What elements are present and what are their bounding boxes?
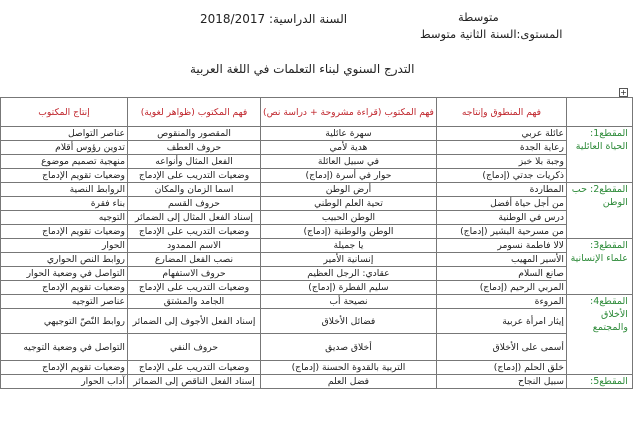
table-cell: روابط النّصّ التوجيهي xyxy=(1,309,128,334)
table-cell: حروف النفي xyxy=(128,334,261,361)
table-cell: تدوين رؤوس أقلام xyxy=(1,141,128,155)
table-cell: المروءة xyxy=(436,295,566,309)
unit-label: المقطع2: حب الوطن xyxy=(566,183,632,239)
table-cell: سهرة عائلية xyxy=(261,127,437,141)
table-cell: إسناد الفعل الناقص إلى الضمائر xyxy=(128,375,261,389)
table-cell: إسناد الفعل الأجوف إلى الضمائر xyxy=(128,309,261,334)
table-cell: روابط النص الحواري xyxy=(1,253,128,267)
table-row xyxy=(1,334,633,361)
table-row xyxy=(1,211,633,225)
table-cell: وضعيات تقويم الإدماج xyxy=(1,361,128,375)
table-row xyxy=(1,253,633,267)
corner-cell xyxy=(566,98,632,127)
table-cell: نصب الفعل المضارع xyxy=(128,253,261,267)
table-row xyxy=(1,281,633,295)
column-header: فهم المكتوب (قراءة مشروحة + دراسة نص) xyxy=(261,98,437,127)
table-cell: في سبيل العائلة xyxy=(261,155,437,169)
table-row xyxy=(1,361,633,375)
table-row xyxy=(1,375,633,389)
class-level: المستوى:السنة الثانية متوسط xyxy=(420,27,563,41)
table-cell: تحية العلم الوطني xyxy=(261,197,437,211)
table-cell: أرض الوطن xyxy=(261,183,437,197)
table-cell: رعاية الجدة xyxy=(436,141,566,155)
table-row xyxy=(1,169,633,183)
table-cell: الوطن الحبيب xyxy=(261,211,437,225)
table-cell: وضعيات التدريب على الإدماج xyxy=(128,169,261,183)
table-cell: خلق الحلم (إدماج) xyxy=(436,361,566,375)
table-cell: حروف العطف xyxy=(128,141,261,155)
unit-label: المقطع3: علماء الإنسانية xyxy=(566,239,632,295)
table-row xyxy=(1,127,633,141)
unit-label: المقطع1: الحياة العائلية xyxy=(566,127,632,183)
table-row xyxy=(1,225,633,239)
table-row xyxy=(1,267,633,281)
table-row xyxy=(1,155,633,169)
table-cell: سبيل النجاح xyxy=(436,375,566,389)
table-cell: بناء فقرة xyxy=(1,197,128,211)
table-cell: الجامد والمشتق xyxy=(128,295,261,309)
table-cell: الفعل المثال وأنواعه xyxy=(128,155,261,169)
table-cell: أسمى على الأخلاق xyxy=(436,334,566,361)
table-cell: الحوار xyxy=(1,239,128,253)
table-cell: وضعيات تقويم الإدماج xyxy=(1,225,128,239)
table-cell: من أجل حياة أفضل xyxy=(436,197,566,211)
table-cell: المربي الرحيم (إدماج) xyxy=(436,281,566,295)
table-row xyxy=(1,295,633,309)
document-title: التدرج السنوي لبناء التعلمات في اللغة العربية xyxy=(190,62,415,76)
table-cell: إيثار امرأة عربية xyxy=(436,309,566,334)
table-cell: درس في الوطنية xyxy=(436,211,566,225)
column-header: فهم المنطوق وإنتاجه xyxy=(436,98,566,127)
table-cell: إسناد الفعل المثال إلى الضمائر xyxy=(128,211,261,225)
table-cell: فضائل الأخلاق xyxy=(261,309,437,334)
table-cell: آداب الحوار xyxy=(1,375,128,389)
table-cell: الوطن والوطنية (إدماج) xyxy=(261,225,437,239)
school-year: السنة الدراسية: 2018/2017 xyxy=(200,12,348,26)
table-cell: حروف الاستفهام xyxy=(128,267,261,281)
column-header: فهم المكتوب (ظواهر لغوية) xyxy=(128,98,261,127)
table-row xyxy=(1,197,633,211)
table-cell: المطاردة xyxy=(436,183,566,197)
table-cell: الأسير المهيب xyxy=(436,253,566,267)
table-cell: الاسم الممدود xyxy=(128,239,261,253)
table-cell: المقصور والمنقوص xyxy=(128,127,261,141)
table-row xyxy=(1,183,633,197)
table-cell: منهجية تصميم موضوع xyxy=(1,155,128,169)
table-cell: التواصل في وضعية التوجيه xyxy=(1,334,128,361)
table-cell: التوجيه xyxy=(1,211,128,225)
table-cell: وضعيات تقويم الإدماج xyxy=(1,281,128,295)
table-cell: الروابط النصية xyxy=(1,183,128,197)
table-cell: فضل العلم xyxy=(261,375,437,389)
table-cell: التربية بالقدوة الحسنة (إدماج) xyxy=(261,361,437,375)
table-cell: نصيحة أب xyxy=(261,295,437,309)
table-cell: وضعيات التدريب على الإدماج xyxy=(128,281,261,295)
table-cell: عقادي: الرجل العظيم xyxy=(261,267,437,281)
table-cell: التواصل في وضعية الحوار xyxy=(1,267,128,281)
table-cell: وضعيات تقويم الإدماج xyxy=(1,169,128,183)
table-move-handle-icon[interactable]: + xyxy=(620,88,627,97)
table-header-row xyxy=(1,98,633,127)
table-cell: يا جميلة xyxy=(261,239,437,253)
table-cell: حروف القسم xyxy=(128,197,261,211)
table-row xyxy=(1,239,633,253)
table-cell: لالا فاطمة نسومر xyxy=(436,239,566,253)
table-row xyxy=(1,141,633,155)
table-cell: إنسانية الأمير xyxy=(261,253,437,267)
table-cell: حوار في أسرة (إدماج) xyxy=(261,169,437,183)
table-cell: صانع السلام xyxy=(436,267,566,281)
table-cell: وجبة بلا خبز xyxy=(436,155,566,169)
table-cell: عائلة عربي xyxy=(436,127,566,141)
table-cell: وضعيات التدريب على الإدماج xyxy=(128,225,261,239)
unit-label: المقطع4: الأخلاق والمجتمع xyxy=(566,295,632,375)
table-cell: أخلاق صديق xyxy=(261,334,437,361)
table-cell: ذكريات جدتي (إدماج) xyxy=(436,169,566,183)
table-row xyxy=(1,309,633,334)
school-name: متوسطة xyxy=(458,10,499,24)
table-cell: عناصر التواصل xyxy=(1,127,128,141)
curriculum-table xyxy=(0,97,633,389)
column-header: إنتاج المكتوب xyxy=(1,98,128,127)
table-cell: وضعيات التدريب على الإدماج xyxy=(128,361,261,375)
unit-label: المقطع5: xyxy=(566,375,632,389)
table-cell: اسما الزمان والمكان xyxy=(128,183,261,197)
table-cell: عناصر التوجيه xyxy=(1,295,128,309)
table-cell: سليم الفطرة (إدماج) xyxy=(261,281,437,295)
table-cell: هدية لأمي xyxy=(261,141,437,155)
table-cell: من مسرحية البشير (إدماج) xyxy=(436,225,566,239)
